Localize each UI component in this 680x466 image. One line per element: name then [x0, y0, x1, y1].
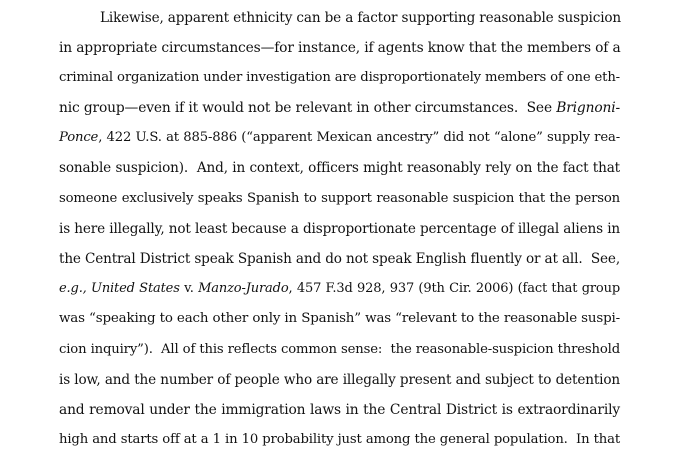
text-line	[59, 155, 620, 181]
text-run: and removal under the immigration laws in the Central District is extraordinarily	[59, 402, 620, 418]
text-line	[59, 276, 620, 302]
text-run: cion inquiry”). All of this reflects common sense: the reasonable-suspicion threshold	[59, 342, 620, 357]
text-line	[59, 427, 620, 453]
text-run: was “speaking to each other only in Spanish” was “relevant to the reasonable suspi-	[59, 311, 620, 326]
text-line	[59, 125, 620, 151]
text-run: high and starts off at a 1 in 10 probability just among the general population. In that	[59, 432, 620, 447]
text-line	[59, 397, 620, 423]
text-line	[59, 35, 620, 61]
text-line	[59, 65, 620, 91]
text-run: , 457 F.3d 928, 937 (9th Cir. 2006) (fact that group	[288, 281, 620, 296]
text-line	[100, 5, 620, 31]
italic-text-run: Ponce	[59, 130, 99, 145]
italic-text-run: e.g., United States	[59, 281, 180, 296]
text-line	[59, 216, 620, 242]
text-run: someone exclusively speaks Spanish to support reasonable suspicion that the person	[59, 191, 620, 206]
text-run: nic group—even if it would not be relevant in other circumstances. See	[59, 100, 557, 116]
italic-text-run: Brignoni-	[556, 100, 620, 116]
text-run: in appropriate circumstances—for instance, if agents know that the members of a	[59, 40, 621, 56]
text-run: Likewise, apparent ethnicity can be a factor supporting reasonable suspicion	[100, 10, 622, 26]
text-line	[59, 95, 620, 121]
italic-text-run: Manzo-Jurado	[198, 281, 289, 296]
text-line	[59, 367, 620, 393]
text-run: is here illegally, not least because a disproportionate percentage of illegal aliens in	[59, 221, 620, 237]
text-line	[59, 337, 620, 363]
text-run: is low, and the number of people who are illegally present and subject to detention	[59, 372, 620, 388]
text-run: criminal organization under investigation are disproportionately members of one eth-	[59, 70, 620, 85]
text-run: sonable suspicion). And, in context, officers might reasonably rely on the fact that	[59, 160, 620, 176]
text-run: , 422 U.S. at 885-886 (“apparent Mexican ancestry” did not “alone” supply rea-	[98, 130, 620, 145]
text-run: v.	[179, 281, 199, 296]
text-line	[59, 306, 620, 332]
text-line	[59, 186, 620, 212]
text-run: the Central District speak Spanish and do not speak English fluently or at all. See,	[59, 251, 620, 267]
text-line	[59, 246, 620, 272]
